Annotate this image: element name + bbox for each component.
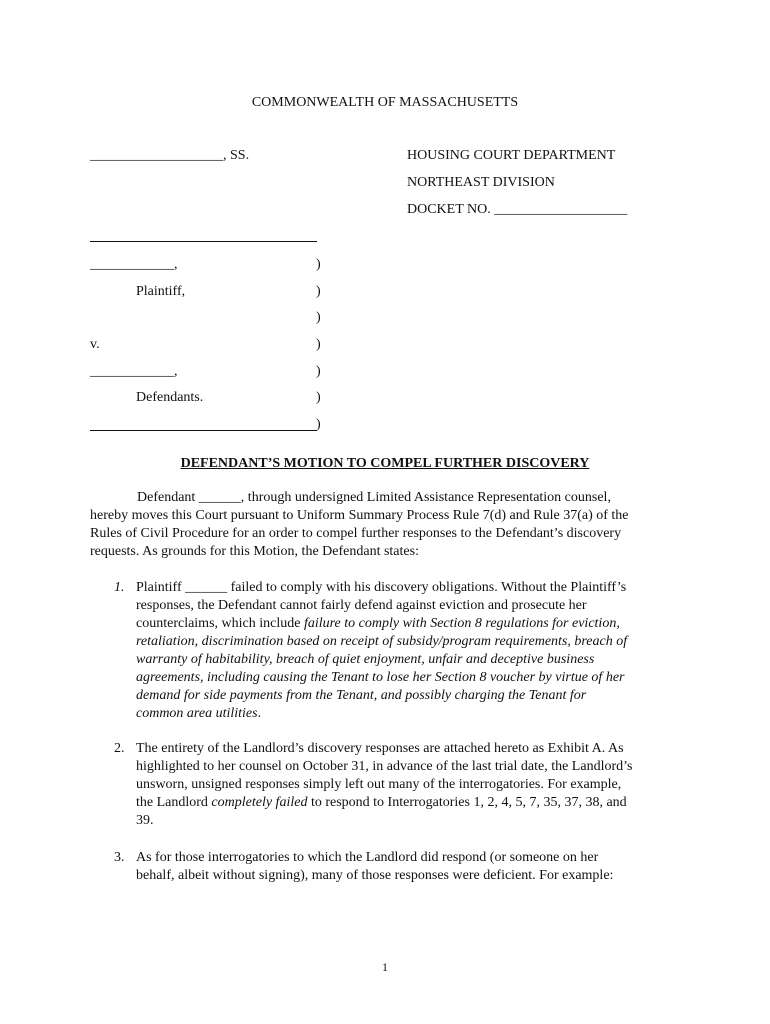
item-line: highlighted to her counsel on October 31, in advance of the last trial date, the Landlord’s xyxy=(136,759,633,774)
intro-line: Rules of Civil Procedure for an order to compel further responses to the Defendant’s discovery xyxy=(90,526,622,541)
item-line: As for those interrogatories to which the Landlord did respond (or someone on her xyxy=(136,850,599,865)
intro-line: hereby moves this Court pursuant to Uniform Summary Process Rule 7(d) and Rule 37(a) of the xyxy=(90,508,629,523)
caption-paren: ) xyxy=(316,310,321,325)
item-line: responses, the Defendant cannot fairly defend against eviction and prosecute her xyxy=(136,598,587,613)
docket-number: DOCKET NO. ___________________ xyxy=(407,202,628,217)
caption-top-rule xyxy=(90,241,317,242)
item-line: The entirety of the Landlord’s discovery responses are attached hereto as Exhibit A. As xyxy=(136,741,624,756)
defendant-label: Defendants. xyxy=(136,390,204,405)
item-line: Plaintiff ______ failed to comply with his discovery obligations. Without the Plaintiff’s xyxy=(136,580,627,595)
page-number: 1 xyxy=(382,960,388,974)
item-line xyxy=(136,705,627,723)
item-line: behalf, albeit without signing), many of those responses were deficient. For example: xyxy=(136,868,614,883)
item-line xyxy=(136,651,627,669)
item-text: to respond to Interrogatories 1, 2, 4, 5, 7, 35, 37, 38, and xyxy=(307,795,627,810)
item-line xyxy=(136,794,632,812)
item-3-number: 3. xyxy=(114,850,125,865)
caption-paren: ) xyxy=(316,257,321,272)
item-line xyxy=(136,615,627,633)
caption-paren: ) xyxy=(316,390,321,405)
caption-paren: ) xyxy=(316,417,321,432)
item-line xyxy=(136,633,627,651)
commonwealth-heading: COMMONWEALTH OF MASSACHUSETTS xyxy=(251,95,519,110)
item-emphasis: agreements, including causing the Tenant to lose her Section 8 voucher by virtue of her xyxy=(136,670,625,685)
plaintiff-label: Plaintiff, xyxy=(136,284,186,299)
item-emphasis: completely failed xyxy=(211,795,308,810)
item-line: 39. xyxy=(136,813,154,828)
item-text: counterclaims, which include xyxy=(136,616,304,631)
plaintiff-name-blank: ____________, xyxy=(90,257,178,272)
item-text: . xyxy=(257,706,262,721)
item-emphasis: warranty of habitability, breach of quiet enjoyment, unfair and deceptive business xyxy=(136,652,595,667)
defendant-name-blank: ____________, xyxy=(90,364,178,379)
item-text: the Landlord xyxy=(136,795,212,810)
intro-line: requests. As grounds for this Motion, the Defendant states: xyxy=(90,544,419,559)
caption-paren: ) xyxy=(316,337,321,352)
caption-paren: ) xyxy=(316,284,321,299)
caption-bottom-rule xyxy=(90,430,317,431)
item-emphasis: retaliation, discrimination based on receipt of subsidy/program requirements, breach of xyxy=(136,634,628,649)
item-line: unsworn, unsigned responses simply left out many of the interrogatories. For example, xyxy=(136,777,622,792)
item-1-paragraph xyxy=(136,579,627,723)
item-1-number: 1. xyxy=(114,580,125,595)
item-emphasis: failure to comply with Section 8 regulations for eviction, xyxy=(303,616,620,631)
court-division: NORTHEAST DIVISION xyxy=(407,175,555,190)
item-line xyxy=(136,687,627,705)
caption-paren: ) xyxy=(316,364,321,379)
intro-line: Defendant ______, through undersigned Limited Assistance Representation counsel, xyxy=(137,490,611,505)
county-blank: ___________________, SS. xyxy=(90,148,250,163)
court-department: HOUSING COURT DEPARTMENT xyxy=(407,148,616,163)
item-line xyxy=(136,669,627,687)
item-2-number: 2. xyxy=(114,741,125,756)
item-3-paragraph xyxy=(136,849,613,885)
motion-title: DEFENDANT’S MOTION TO COMPEL FURTHER DISCOVERY xyxy=(180,456,590,471)
item-2-paragraph xyxy=(136,740,632,830)
item-emphasis: common area utilities xyxy=(136,706,258,721)
intro-paragraph xyxy=(90,489,629,561)
item-emphasis: demand for side payments from the Tenant, and possibly charging the Tenant for xyxy=(136,688,587,703)
versus-label: v. xyxy=(90,337,100,352)
